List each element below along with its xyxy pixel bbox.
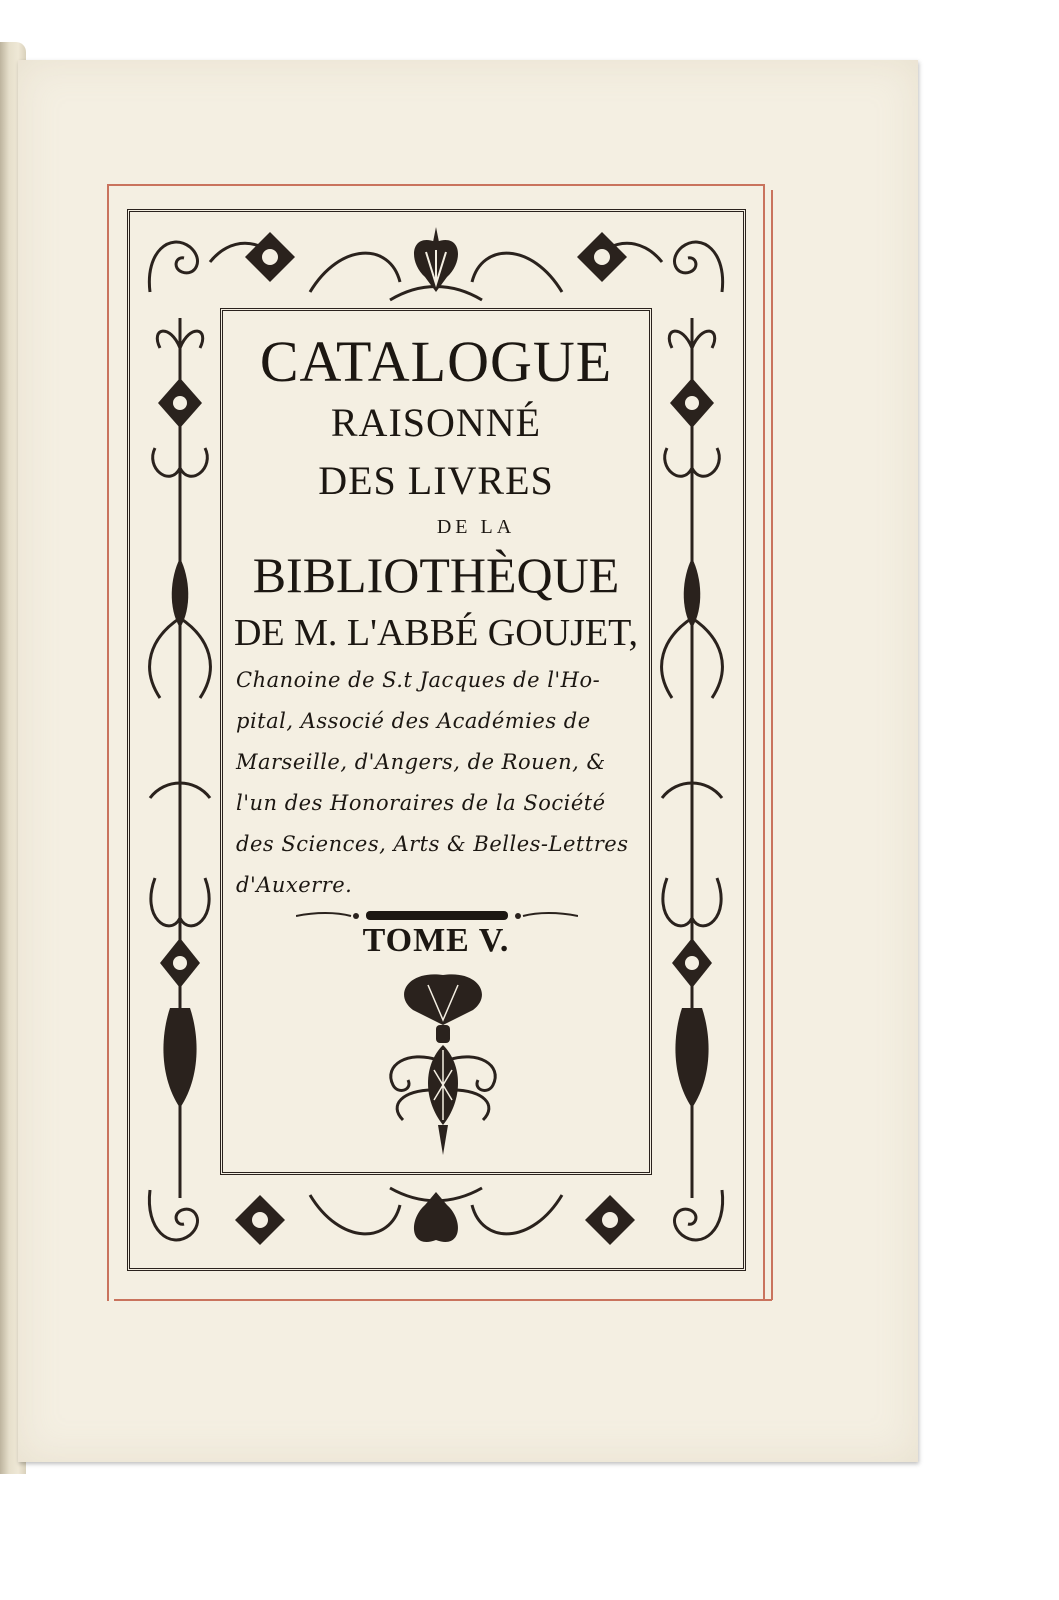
title-abbe-goujet: DE M. L'ABBÉ GOUJET, xyxy=(233,612,639,654)
title-bibliotheque: BIBLIOTHÈQUE xyxy=(252,547,620,603)
description-line: pital, Associé des Académies de xyxy=(236,709,591,733)
fleur-de-lis-right-column-icon xyxy=(652,318,732,1198)
red-rule-top xyxy=(107,184,763,186)
scrollwork-top-border-icon xyxy=(140,222,732,306)
volume-label: TOME V. xyxy=(362,922,510,959)
title-de-la: DE LA xyxy=(436,516,516,538)
title-catalogue: CATALOGUE xyxy=(259,329,613,394)
red-rule-bottom xyxy=(114,1299,772,1301)
description-line: des Sciences, Arts & Belles-Lettres xyxy=(236,832,629,856)
red-rule-left xyxy=(107,184,109,1301)
palmette-fleuron-icon xyxy=(368,970,518,1160)
description-line: d'Auxerre. xyxy=(236,873,353,897)
description-line: Chanoine de S.t Jacques de l'Ho- xyxy=(236,668,601,692)
title-block xyxy=(226,330,646,906)
red-rule-right-outer xyxy=(771,190,773,1300)
description-line: Marseille, d'Angers, de Rouen, & xyxy=(236,750,606,774)
scrollwork-bottom-border-icon xyxy=(140,1180,732,1260)
description-line: l'un des Honoraires de la Société xyxy=(236,791,606,815)
fleur-de-lis-left-column-icon xyxy=(140,318,220,1198)
red-rule-right xyxy=(763,184,765,1301)
title-raisonne: RAISONNÉ xyxy=(330,400,542,445)
title-des-livres: DES LIVRES xyxy=(318,458,554,503)
